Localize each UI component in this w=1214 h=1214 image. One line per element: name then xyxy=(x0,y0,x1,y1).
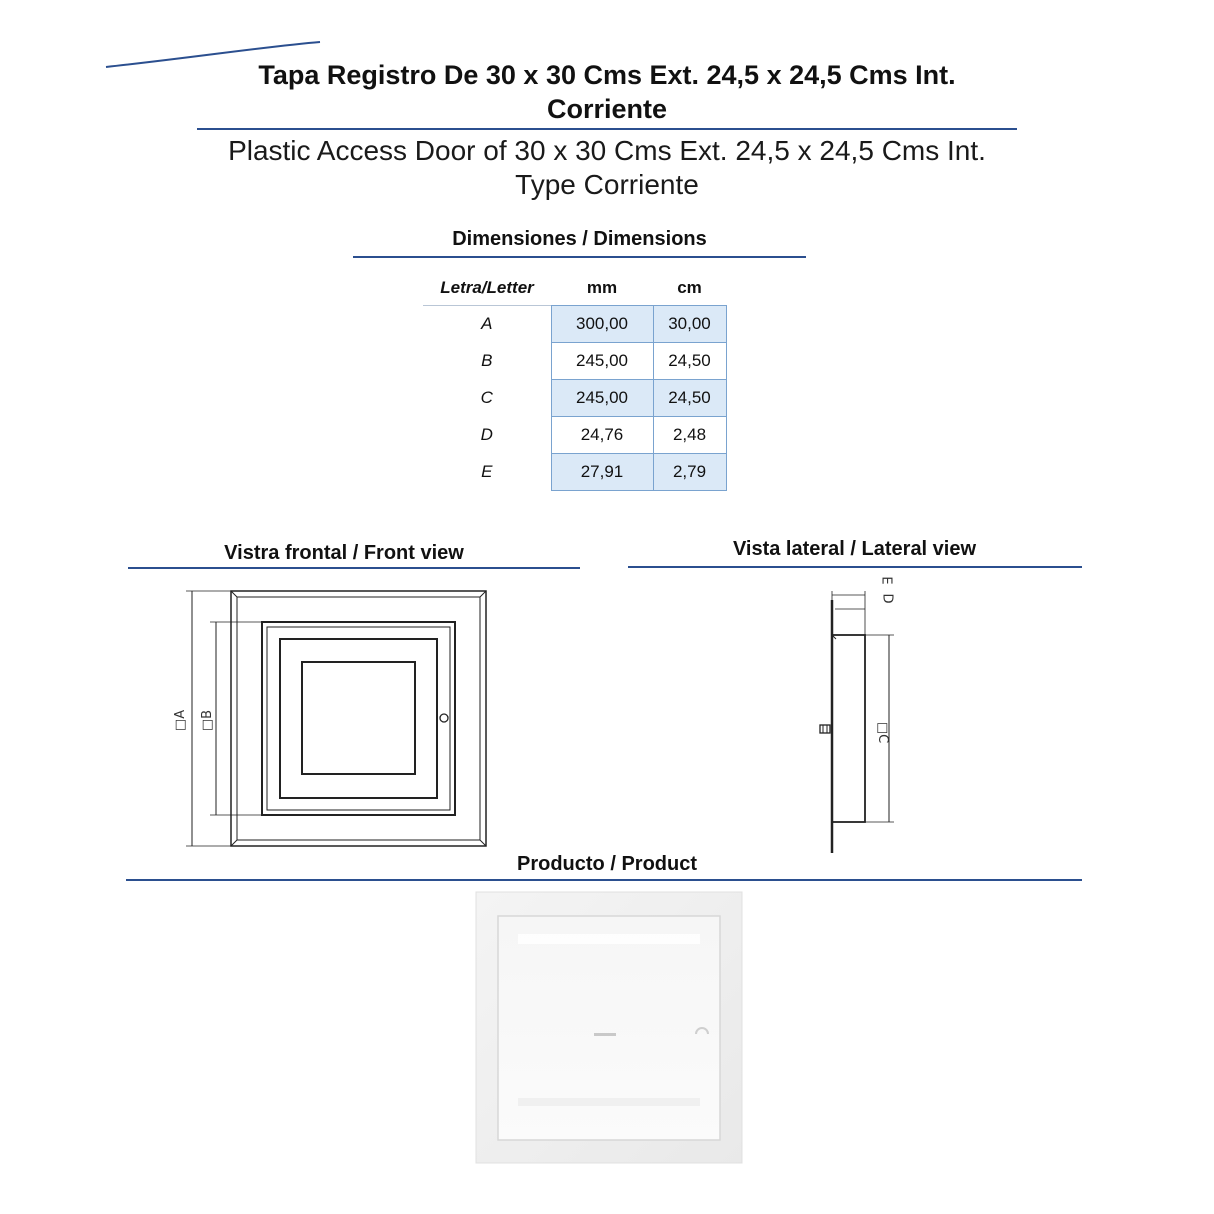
product-door xyxy=(498,916,720,1140)
door-panel-inner xyxy=(267,627,450,810)
cell-mm: 245,00 xyxy=(551,380,653,417)
title-es-line1: Tapa Registro De 30 x 30 Cms Ext. 24,5 x 24,5 Cms Int. xyxy=(258,60,956,90)
dimension-label-a: □A xyxy=(173,709,189,732)
dimension-label-c: □C xyxy=(875,721,891,744)
cell-cm: 24,50 xyxy=(653,380,726,417)
product-logo-mark xyxy=(594,1033,616,1036)
lateral-view-title: Vista lateral / Lateral view xyxy=(732,538,977,560)
product-title: Producto / Product xyxy=(517,853,697,875)
front-view-divider xyxy=(128,567,580,569)
lateral-view-divider xyxy=(628,566,1082,568)
table-header-row xyxy=(423,270,726,306)
door-center xyxy=(302,662,415,774)
front-view-drawing xyxy=(170,580,500,860)
cell-letter: B xyxy=(481,351,493,370)
cell-cm: 24,50 xyxy=(653,343,726,380)
column-header-cm: cm xyxy=(677,277,702,297)
cell-letter: E xyxy=(481,462,493,481)
page-title-en xyxy=(0,134,1214,202)
dimensions-title: Dimensiones / Dimensions xyxy=(452,228,707,250)
outer-frame-inner-edge xyxy=(237,597,480,840)
door-body-side xyxy=(832,635,865,822)
lateral-view-drawing xyxy=(810,575,910,865)
page-title-es xyxy=(0,58,1214,126)
cell-letter: D xyxy=(480,425,493,444)
product-divider xyxy=(126,879,1082,881)
cell-letter: C xyxy=(480,388,493,407)
table-row xyxy=(423,417,726,454)
cell-mm: 27,91 xyxy=(551,454,653,491)
cell-mm: 300,00 xyxy=(551,306,653,343)
door-panel xyxy=(262,622,455,815)
title-divider xyxy=(197,128,1017,130)
cell-cm: 30,00 xyxy=(653,306,726,343)
cell-mm: 245,00 xyxy=(551,343,653,380)
dimensions-divider xyxy=(353,256,806,258)
table-row xyxy=(423,306,726,343)
cell-cm: 2,79 xyxy=(653,454,726,491)
dimensions-table xyxy=(423,270,727,491)
table-row xyxy=(423,343,726,380)
cell-mm: 24,76 xyxy=(551,417,653,454)
product-photo xyxy=(474,890,744,1165)
dimension-label-d: D xyxy=(879,593,895,604)
table-row xyxy=(423,454,726,491)
cell-cm: 2,48 xyxy=(653,417,726,454)
cell-letter: A xyxy=(481,314,493,334)
table-row xyxy=(423,380,726,417)
title-es-line2: Corriente xyxy=(546,94,668,124)
front-view-title: Vistra frontal / Front view xyxy=(224,542,464,564)
column-header-letter: Letra/Letter xyxy=(440,277,534,297)
title-en-line2: Type Corriente xyxy=(515,169,699,200)
latch-icon xyxy=(440,714,448,722)
latch-knob-side xyxy=(820,725,830,733)
dimension-label-b: □B xyxy=(200,709,216,732)
dimension-label-e: E xyxy=(878,576,894,585)
column-header-mm: mm xyxy=(586,277,618,297)
title-en-line1: Plastic Access Door of 30 x 30 Cms Ext. 24,5 x 24,5 Cms Int. xyxy=(228,135,986,166)
